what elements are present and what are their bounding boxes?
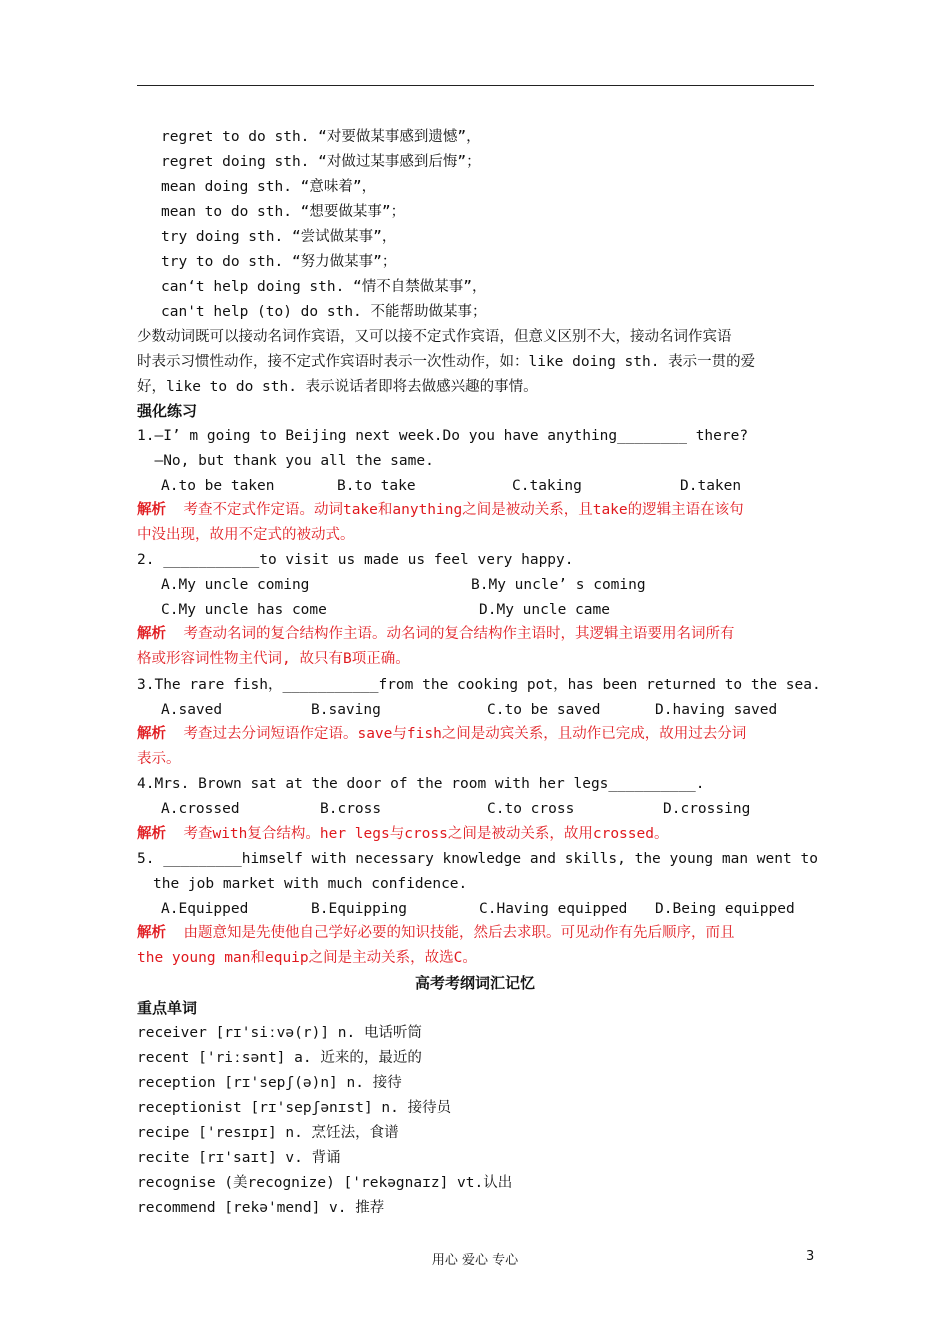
vocab-title: 高考考纲词汇记忆 (414, 974, 535, 992)
analysis-text: 表示。 (137, 751, 181, 767)
analysis-text: 由题意知是先使他自己学好必要的知识技能，然后去求职。可见动作有先后顺序，而且 (183, 925, 735, 941)
page-number: 3 (806, 1249, 815, 1264)
vocab-heading: 重点单词 (137, 999, 198, 1017)
usage-line: regret doing sth. “对做过某事感到后悔”； (161, 154, 481, 170)
option: C.taking (512, 478, 582, 494)
paragraph-line: 好，like to do sth. 表示说话者即将去做感兴趣的事情。 (137, 379, 538, 395)
analysis-line (137, 923, 734, 943)
analysis-label: 解析 (137, 626, 166, 642)
option: D.having saved (655, 702, 778, 718)
question-stem: 5. _________himself with necessary knowledge and skills, the young man went to (137, 851, 818, 867)
footer-motto: 用心 爱心 专心 (431, 1253, 519, 1268)
vocab-entry: receiver [rɪ'siːvə(r)] n. 电话听筒 (137, 1025, 422, 1041)
question-stem: 2. ___________to visit us made us feel very happy. (137, 552, 574, 568)
analysis-label: 解析 (137, 826, 166, 842)
question-stem: the job market with much confidence. (153, 876, 468, 892)
analysis-label: 解析 (137, 726, 166, 742)
option: A.saved (161, 702, 223, 718)
header-rule (137, 85, 814, 86)
usage-line: mean doing sth. “意味着”， (161, 179, 377, 195)
vocab-entry: recognise (美recognize) ['rekəgnaɪz] vt.认出 (137, 1175, 513, 1191)
analysis-line (137, 824, 668, 844)
option: B.My uncle’ s coming (471, 577, 646, 593)
question-stem: —No, but thank you all the same. (137, 453, 434, 469)
option: B.cross (320, 801, 382, 817)
analysis-line (137, 724, 746, 744)
option: D.taken (680, 478, 742, 494)
option: A.to be taken (161, 478, 275, 494)
usage-line: try doing sth. “尝试做某事”， (161, 229, 397, 245)
analysis-text: the young man和equip之间是主动关系，故选C。 (137, 950, 477, 966)
option: A.crossed (161, 801, 240, 817)
vocab-entry: recipe ['resɪpɪ] n. 烹饪法，食谱 (137, 1125, 399, 1141)
option: A.Equipped (161, 901, 249, 917)
option: D.crossing (663, 801, 751, 817)
usage-line: can‘t help doing sth. “情不自禁做某事”， (161, 279, 487, 295)
analysis-label: 解析 (137, 502, 166, 518)
option: B.saving (311, 702, 381, 718)
paragraph-line: 少数动词既可以接动名词作宾语，又可以接不定式作宾语，但意义区别不大，接动名词作宾语 (137, 329, 732, 345)
option: B.to take (337, 478, 416, 494)
option: D.Being equipped (655, 901, 795, 917)
practice-heading: 强化练习 (137, 402, 198, 420)
vocab-entry: recommend [rekə'mend] v. 推荐 (137, 1200, 385, 1216)
question-stem: 3.The rare fish，___________from the cooking pot，has been returned to the sea. (137, 677, 821, 693)
analysis-text: 格或形容词性物主代词, 故只有B项正确。 (137, 651, 410, 667)
analysis-text: 考查动名词的复合结构作主语。动名词的复合结构作主语时，其逻辑主语要用名词所有 (183, 626, 735, 642)
option: B.Equipping (311, 901, 408, 917)
analysis-text: 中没出现，故用不定式的被动式。 (137, 527, 355, 543)
option: C.to cross (487, 801, 575, 817)
usage-line: try to do sth. “努力做某事”； (161, 254, 397, 270)
vocab-entry: receptionist [rɪ'sepʃənɪst] n. 接待员 (137, 1100, 452, 1116)
option: A.My uncle coming (161, 577, 310, 593)
vocab-entry: reception [rɪ'sepʃ(ə)n] n. 接待 (137, 1075, 402, 1091)
question-stem: 4.Mrs. Brown sat at the door of the room with her legs__________. (137, 776, 705, 792)
question-stem: 1.—I’ m going to Beijing next week.Do you have anything________ there? (137, 428, 749, 444)
analysis-label: 解析 (137, 925, 166, 941)
analysis-line (137, 624, 734, 644)
vocab-entry: recent ['riːsənt] a. 近来的，最近的 (137, 1050, 422, 1066)
vocab-entry: recite [rɪ'saɪt] v. 背诵 (137, 1150, 341, 1166)
analysis-line (137, 500, 744, 520)
option: C.Having equipped (479, 901, 628, 917)
analysis-text: 考查不定式作定语。动词take和anything之间是被动关系，且take的逻辑主语在该句 (183, 502, 744, 518)
usage-line: regret to do sth. “对要做某事感到遗憾”， (161, 129, 481, 145)
usage-line: can't help (to) do sth. 不能帮助做某事； (161, 304, 487, 320)
paragraph-line: 时表示习惯性动作，接不定式作宾语时表示一次性动作，如：like doing sth. 表示一贯的爱 (137, 354, 756, 370)
analysis-text: 考查过去分词短语作定语。save与fish之间是动宾关系，且动作已完成，故用过去分词 (183, 726, 747, 742)
analysis-text: 考查with复合结构。her legs与cross之间是被动关系，故用crossed。 (183, 826, 669, 842)
usage-line: mean to do sth. “想要做某事”； (161, 204, 406, 220)
option: D.My uncle came (479, 602, 610, 618)
option: C.to be saved (487, 702, 601, 718)
option: C.My uncle has come (161, 602, 327, 618)
